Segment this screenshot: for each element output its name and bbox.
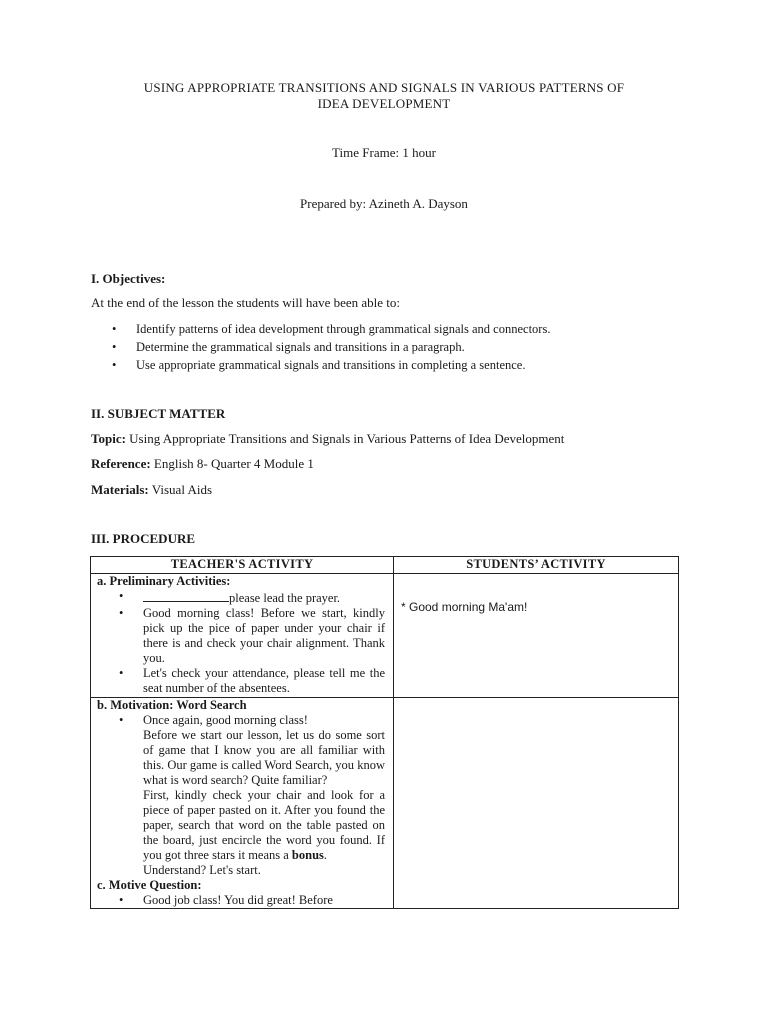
instructions-text: First, kindly check your chair and look for a piece of paper pasted on it. After you found the paper, search that word on the table pasted on the board, just encircle the word you found. If you got three stars it means a xyxy=(143,788,385,862)
motivation-heading: b. Motivation: Word Search xyxy=(97,698,247,712)
list-item: • Let's check your attendance, please tell me the seat number of the absentees. xyxy=(91,666,393,696)
motivation-cell xyxy=(91,698,394,909)
motivation-list xyxy=(91,713,393,728)
bonus-text: bonus xyxy=(291,848,324,862)
reference-value: English 8- Quarter 4 Module 1 xyxy=(153,456,314,471)
objective-item: • Use appropriate grammatical signals and transitions in completing a sentence. xyxy=(112,356,550,374)
motive-question-list xyxy=(91,893,393,908)
subject-matter-heading: II. SUBJECT MATTER xyxy=(91,406,226,421)
procedure-table xyxy=(90,556,679,909)
objectives-heading: I. Objectives: xyxy=(91,271,166,286)
teacher-activity-header: TEACHER'S ACTIVITY xyxy=(91,557,394,574)
list-item: • Good job class! You did great! Before xyxy=(91,893,393,908)
table-row xyxy=(91,698,679,909)
motive-question-heading: c. Motive Question: xyxy=(97,878,202,892)
motivation-response-cell xyxy=(394,698,679,909)
table-header-row xyxy=(91,557,679,574)
topic-label: Topic: xyxy=(91,431,126,446)
procedure-heading: III. PROCEDURE xyxy=(91,531,196,546)
document-title xyxy=(0,80,768,112)
fill-in-blank xyxy=(143,589,229,602)
motivation-paragraph: Before we start our lesson, let us do some sort of game that I know you are all familiar with this. Our game is called Word Search, you know what is word search? Quite familiar? xyxy=(143,728,385,787)
topic-value: Using Appropriate Transitions and Signals in Various Patterns of Idea Development xyxy=(129,431,565,446)
materials-value: Visual Aids xyxy=(151,482,213,497)
instructions-end: . xyxy=(323,848,328,862)
list-item: • Good morning class! Before we start, kindly pick up the pice of paper under your chair if there is and check your chair alignment. Thank you. xyxy=(91,606,393,666)
objectives-list xyxy=(112,320,550,374)
prayer-text: please lead the prayer. xyxy=(229,591,341,605)
objectives-intro: At the end of the lesson the students will have been able to: xyxy=(91,295,401,310)
list-item xyxy=(91,589,393,606)
preliminary-activities-cell xyxy=(91,574,394,698)
table-row xyxy=(91,574,679,698)
preliminary-activities-list xyxy=(91,589,393,696)
objective-item: • Determine the grammatical signals and transitions in a paragraph. xyxy=(112,338,550,356)
title-line-1: USING APPROPRIATE TRANSITIONS AND SIGNALS IN VARIOUS PATTERNS OF xyxy=(143,80,625,95)
materials-line xyxy=(91,482,212,498)
student-response: * Good morning Ma'am! xyxy=(401,600,528,614)
students-activity-header: STUDENTS’ ACTIVITY xyxy=(394,557,679,574)
preliminary-response-cell xyxy=(394,574,679,698)
list-item: • Once again, good morning class! xyxy=(91,713,393,728)
motivation-instructions xyxy=(91,788,393,863)
materials-label: Materials: xyxy=(91,482,149,497)
time-frame: Time Frame: 1 hour xyxy=(332,145,436,160)
motivation-closing: Understand? Let's start. xyxy=(143,863,261,877)
reference-line xyxy=(91,456,314,472)
title-line-2: IDEA DEVELOPMENT xyxy=(317,96,451,111)
prepared-by: Prepared by: Azineth A. Dayson xyxy=(300,196,468,211)
topic-line xyxy=(91,431,564,447)
reference-label: Reference: xyxy=(91,456,151,471)
objective-item: • Identify patterns of idea development through grammatical signals and connectors. xyxy=(112,320,550,338)
preliminary-activities-heading: a. Preliminary Activities: xyxy=(97,574,231,588)
